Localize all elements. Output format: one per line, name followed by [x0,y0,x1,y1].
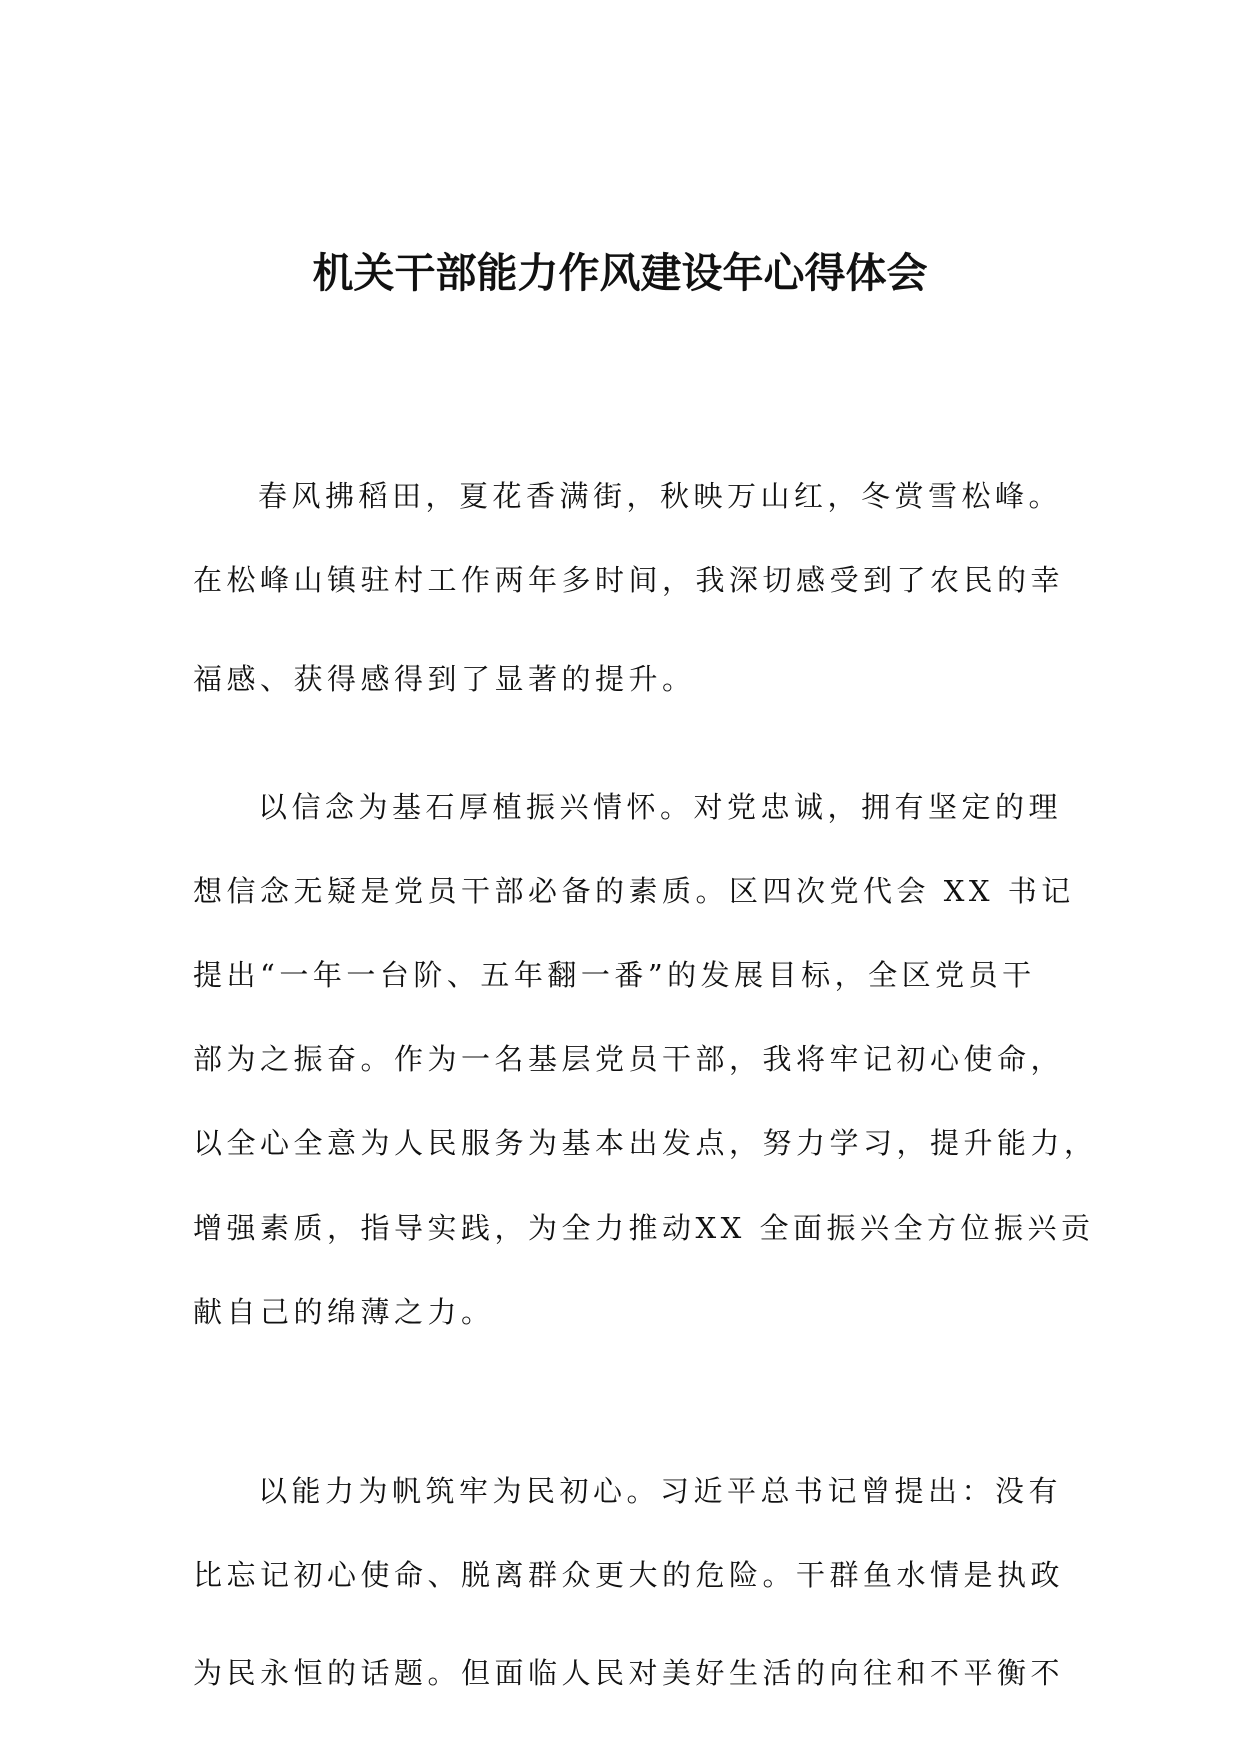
paragraph-2-line-7: 献自己的绵薄之力。 [193,1295,495,1329]
paragraph-1-line-2: 在松峰山镇驻村工作两年多时间，我深切感受到了农民的幸 [193,563,1065,597]
paragraph-3-line-1: 以能力为帆筑牢为民初心。习近平总书记曾提出：没有 [258,1474,1063,1508]
paragraph-2-line-6: 增强素质，指导实践，为全力推动XX 全面振兴全方位振兴贡 [193,1211,1095,1245]
paragraph-2-line-3: 提出“一年一台阶、五年翻一番”的发展目标，全区党员干 [193,958,1036,992]
document-title: 机关干部能力作风建设年心得体会 [312,249,928,297]
paragraph-2-line-5: 以全心全意为人民服务为基本出发点，努力学习，提升能力， [193,1126,1098,1160]
paragraph-3-line-3: 为民永恒的话题。但面临人民对美好生活的向往和不平衡不 [193,1656,1065,1690]
paragraph-1-line-1: 春风拂稻田，夏花香满街，秋映万山红，冬赏雪松峰。 [258,479,1063,513]
paragraph-2-line-4: 部为之振奋。作为一名基层党员干部，我将牢记初心使命， [193,1042,1065,1076]
paragraph-3-line-2: 比忘记初心使命、脱离群众更大的危险。干群鱼水情是执政 [193,1558,1065,1592]
paragraph-2-line-1: 以信念为基石厚植振兴情怀。对党忠诚，拥有坚定的理 [258,790,1063,824]
paragraph-1-line-3: 福感、获得感得到了显著的提升。 [193,662,696,696]
paragraph-2-line-2: 想信念无疑是党员干部必备的素质。区四次党代会 XX 书记 [193,874,1075,908]
